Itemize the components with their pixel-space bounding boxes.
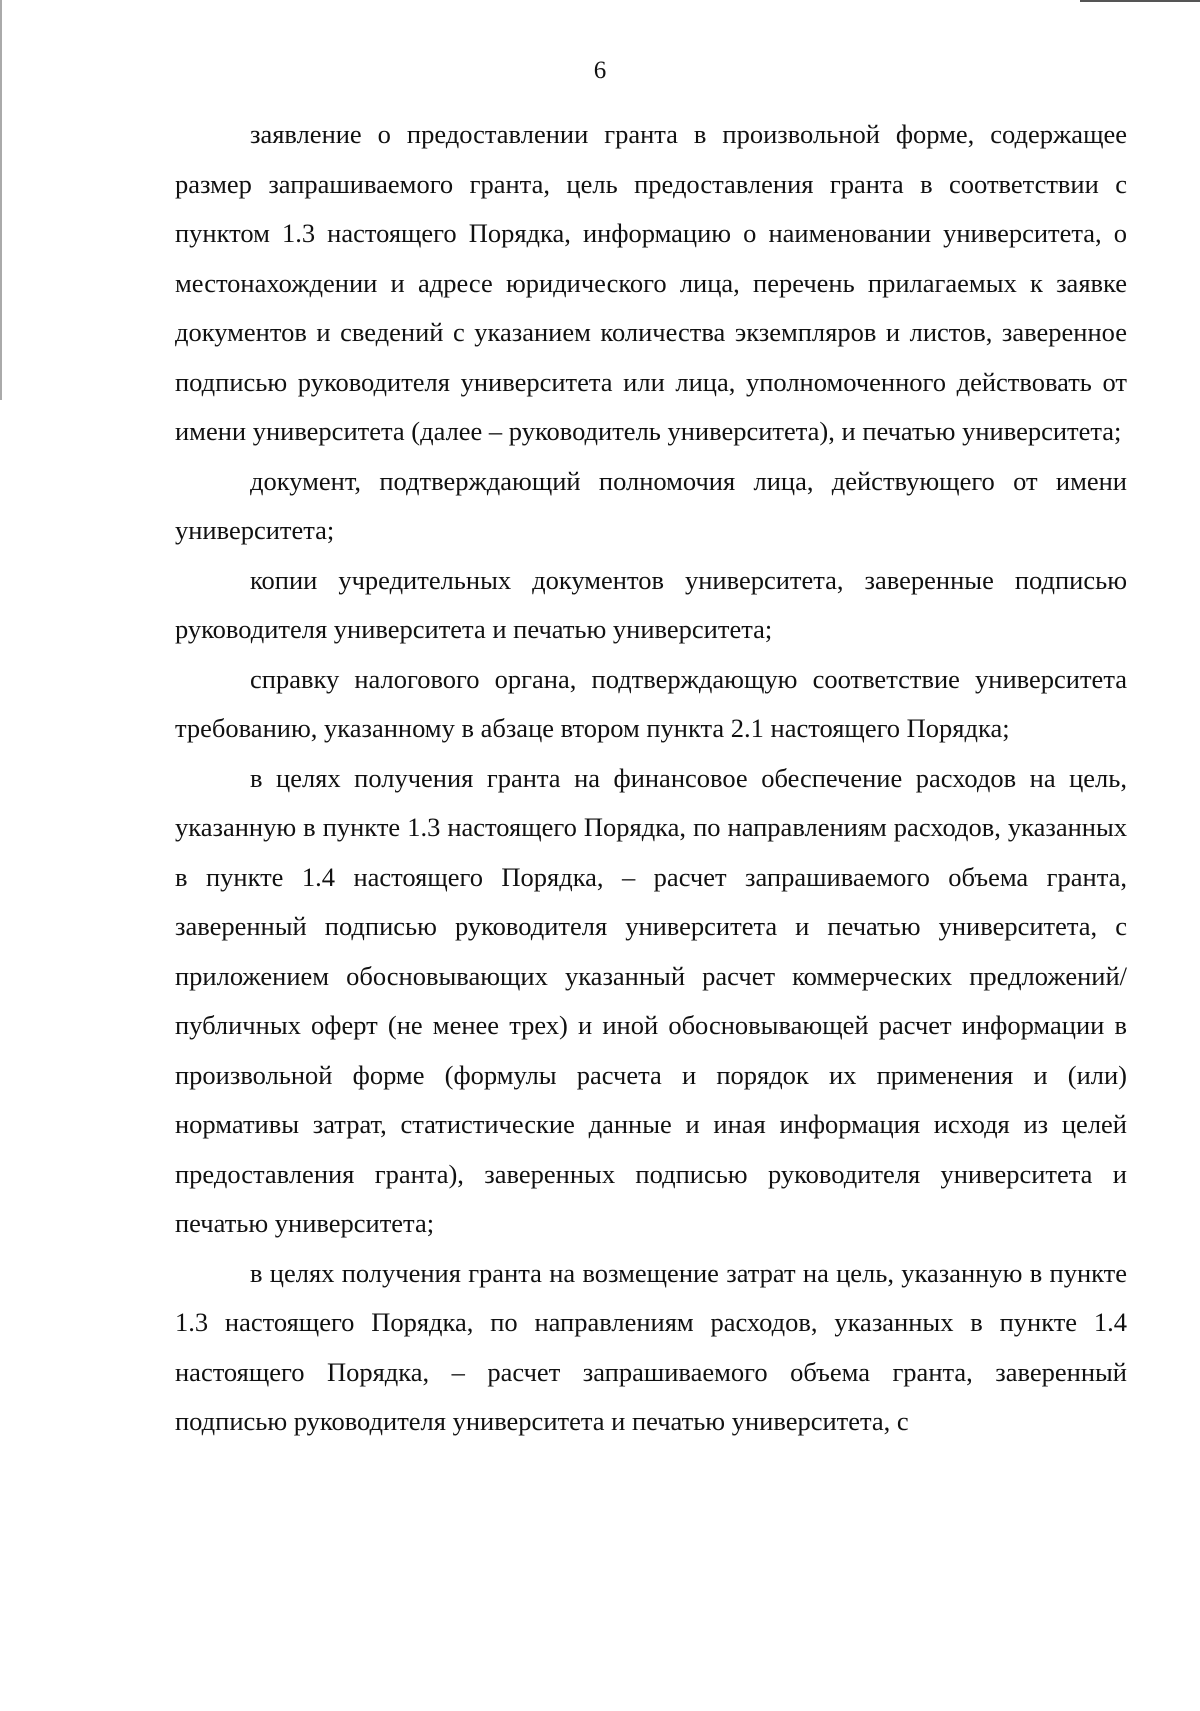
paragraph-reimbursement-calculation: в целях получения гранта на возмещение затрат на цель, указанную в пункте 1.3 настоящего Порядка, по направлениям расходов, указанных в пункте 1.4 настоящего Порядка, – расчет запрашиваемого объема гранта, заверенный подписью руководителя университета и печатью университета, с [175, 1257, 1127, 1436]
paragraph-tax-certificate: справку налогового органа, подтверждающую соответствие университета требованию, указанному в абзаце втором пункта 2.1 настоящего Порядка; [175, 663, 1127, 743]
document-body [175, 110, 1127, 1447]
scan-edge-mark [1080, 0, 1200, 2]
paragraph-application: заявление о предоставлении гранта в произвольной форме, содержащее размер запрашиваемого гранта, цель предоставления гранта в соответствии с пунктом 1.3 настоящего Порядка, информацию о наименовании университета, о местонахождении и адресе юридического лица, перечень прилагаемых к заявке документов и сведений с указанием количества экземпляров и листов, заверенное подписью руководителя университета или лица, уполномоченного действовать от имени университета (далее – руководитель университета), и печатью университета; [175, 119, 1127, 446]
paragraph-authority-document: документ, подтверждающий полномочия лица, действующего от имени университета; [175, 465, 1127, 545]
paragraph-founding-documents: копии учредительных документов университета, заверенные подписью руководителя университета и печатью университета; [175, 564, 1127, 644]
page-number: 6 [593, 57, 607, 84]
paragraph-financing-calculation: в целях получения гранта на финансовое обеспечение расходов на цель, указанную в пункте 1.3 настоящего Порядка, по направлениям расходов, указанных в пункте 1.4 настоящего Порядка, – расчет запрашиваемого объема гранта, заверенный подписью руководителя университета и печатью университета, с приложением обосновывающих указанный расчет коммерческих предложений/публичных оферт (не менее трех) и иной обосновывающей расчет информации в произвольной форме (формулы расчета и порядок их применения и (или) нормативы затрат, статистические данные и иная информация исходя из целей предоставления гранта), заверенных подписью руководителя университета и печатью университета; [175, 762, 1127, 1238]
